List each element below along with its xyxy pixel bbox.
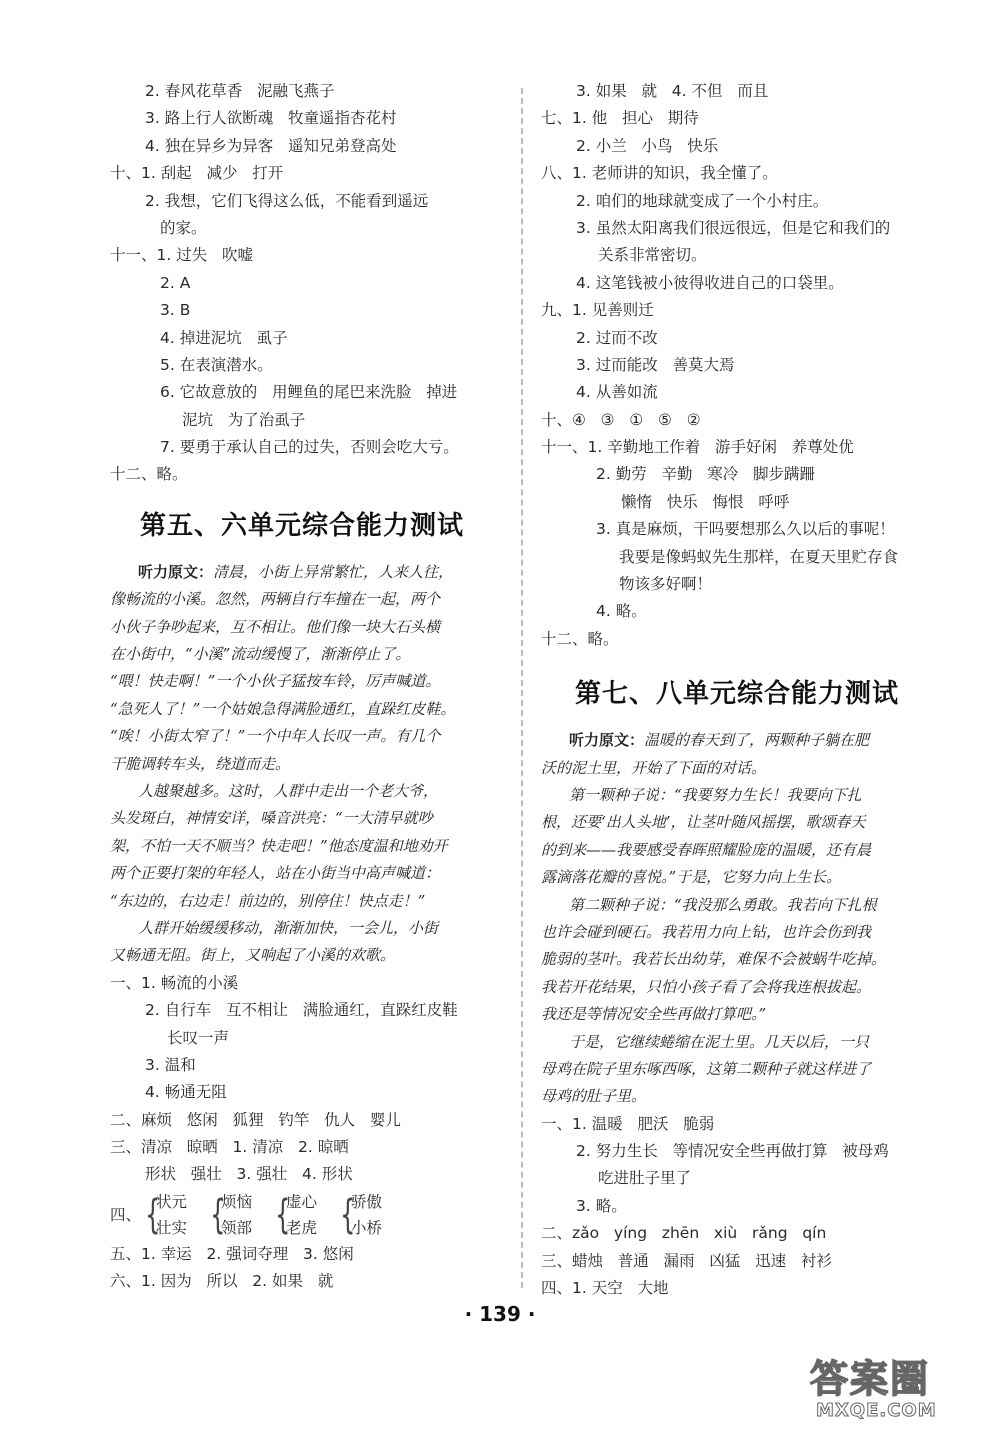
brace-word: 领部 bbox=[221, 1218, 253, 1237]
answer-line: 二、麻烦 悠闲 狐狸 钓竿 仇人 婴儿 bbox=[110, 1110, 401, 1129]
answer-line: 三、清凉 晾晒 1. 清凉 2. 晾晒 bbox=[110, 1138, 349, 1157]
passage-line: “东边的，右边走！前边的，别停住！快点走！” bbox=[110, 891, 426, 910]
answer-line: 4. 畅通无阻 bbox=[145, 1083, 227, 1102]
passage-line: 我若开花结果，只怕小孩子看了会将我连根拔起。 bbox=[541, 977, 872, 996]
watermark-logo bbox=[810, 1348, 988, 1430]
passage-line: “喂！快走啊！”一个小伙子猛按车铃，厉声喊道。 bbox=[110, 672, 441, 691]
brace-icon: { bbox=[275, 1191, 291, 1238]
brace-word: 老虎 bbox=[286, 1218, 318, 1237]
answer-line: 2. 自行车 互不相让 满脸通红，直跺红皮鞋 bbox=[145, 1001, 458, 1020]
answer-line: 3. 略。 bbox=[576, 1196, 627, 1215]
answer-line: 我要是像蚂蚁先生那样，在夏天里贮存食 bbox=[619, 547, 899, 566]
passage-line: 架，不怕一天不顺当？快走吧！”他态度温和地劝开 bbox=[110, 836, 448, 855]
answer-line: 四、1. 天空 大地 bbox=[541, 1279, 669, 1298]
passage-line: 两个正要打架的年轻人，站在小街当中高声喊道： bbox=[110, 864, 441, 883]
watermark-url: MXQE.COM bbox=[816, 1400, 937, 1421]
answer-line: 七、1. 他 担心 期待 bbox=[541, 109, 699, 128]
answer-line: 2. A bbox=[160, 273, 191, 292]
watermark-title: 答案圈 bbox=[810, 1357, 931, 1401]
passage-line: 脆弱的茎叶。我若长出幼芽，难保不会被蜗牛吃掉。 bbox=[541, 950, 887, 969]
listening-label: 听力原文： bbox=[138, 562, 214, 581]
answer-line: 懒惰 快乐 悔恨 呼呼 bbox=[621, 492, 790, 511]
answer-line: 4. 略。 bbox=[596, 602, 647, 621]
passage-line: 我还是等情况安全些再做打算吧。” bbox=[541, 1005, 767, 1024]
brace-row-label: 四、 bbox=[110, 1205, 142, 1224]
answer-line: 2. 过而不改 bbox=[576, 328, 658, 347]
left-column bbox=[110, 78, 505, 1296]
answer-line: 5. 在表演潜水。 bbox=[160, 355, 273, 374]
answer-line: 2. 春风花草香 泥融飞燕子 bbox=[145, 82, 335, 100]
answer-line: 3. 过而能改 善莫大焉 bbox=[576, 355, 735, 374]
right-column bbox=[541, 78, 941, 1302]
brace-answer-row bbox=[110, 1189, 505, 1241]
answer-line: 7. 要勇于承认自己的过失，否则会吃大亏。 bbox=[160, 438, 459, 457]
passage-line: 温暖的春天到了，两颗种子躺在肥 bbox=[644, 731, 870, 750]
answer-line: 3. B bbox=[160, 301, 191, 320]
passage-line: “急死人了！”一个姑娘急得满脸通红，直跺红皮鞋。 bbox=[110, 699, 456, 718]
passage-line: 沃的泥土里，开始了下面的对话。 bbox=[541, 758, 767, 777]
brace-word: 状元 bbox=[156, 1192, 188, 1211]
answer-line: 长叹一声 bbox=[167, 1028, 230, 1047]
brace-word: 烦恼 bbox=[221, 1192, 253, 1211]
passage-line: 于是，它继续蜷缩在泥土里。几天以后，一只 bbox=[569, 1032, 870, 1051]
passage-line: 小伙子争吵起来，互不相让。他们像一块大石头横 bbox=[110, 617, 441, 636]
passage-line: 又畅通无阻。街上，又响起了小溪的欢歌。 bbox=[110, 946, 396, 965]
listening-passage bbox=[110, 559, 505, 970]
answer-line: 泥坑 为了治虱子 bbox=[182, 410, 306, 429]
section-heading-unit-5-6: 第五、六单元综合能力测试 bbox=[140, 510, 465, 541]
answer-line: 2. 勤劳 辛勤 寒冷 脚步蹒跚 bbox=[596, 465, 816, 484]
answer-line: 十二、略。 bbox=[110, 465, 188, 484]
passage-line: 人群开始缓缓移动，渐渐加快，一会儿，小街 bbox=[138, 918, 439, 937]
passage-line: 的到来——我要感受春晖照耀脸庞的温暖，还有晨 bbox=[541, 840, 872, 859]
answer-line: 五、1. 幸运 2. 强词夺理 3. 悠闲 bbox=[110, 1244, 354, 1263]
brace-word: 骄傲 bbox=[351, 1192, 383, 1211]
passage-line: 第一颗种子说：“我要努力生长！我要向下扎 bbox=[569, 785, 862, 804]
answer-line: 十、④ ③ ① ⑤ ② bbox=[541, 410, 701, 429]
answer-line: 八、1. 老师讲的知识，我全懂了。 bbox=[541, 164, 778, 183]
answer-line: 三、蜡烛 普通 漏雨 凶猛 迅速 衬衫 bbox=[541, 1251, 832, 1270]
answer-line: 十、1. 刮起 减少 打开 bbox=[110, 164, 284, 183]
answer-line: 3. 虽然太阳离我们很远很远，但是它和我们的 bbox=[576, 218, 891, 237]
listening-passage bbox=[541, 727, 941, 1110]
answer-line: 六、1. 因为 所以 2. 如果 就 bbox=[110, 1272, 334, 1291]
brace-word: 虚心 bbox=[286, 1192, 318, 1211]
brace-icon: { bbox=[340, 1191, 356, 1238]
passage-line: 人越聚越多。这时，人群中走出一个老大爷， bbox=[138, 781, 439, 800]
answer-line: 吃进肚子里了 bbox=[598, 1169, 692, 1188]
answer-line: 的家。 bbox=[160, 218, 207, 237]
passage-line: 母鸡在院子里东啄西啄，这第二颗种子就这样进了 bbox=[541, 1059, 872, 1078]
passage-line: 在小街中，“小溪”流动缓慢了，渐渐停止了。 bbox=[110, 645, 411, 664]
answer-line: 形状 强壮 3. 强壮 4. 形状 bbox=[145, 1165, 353, 1184]
answer-line: 4. 从善如流 bbox=[576, 383, 658, 402]
answer-line: 一、1. 畅流的小溪 bbox=[110, 973, 239, 992]
answer-line: 3. 路上行人欲断魂 牧童遥指杏花村 bbox=[145, 109, 397, 128]
answer-line: 物该多好啊！ bbox=[619, 575, 713, 594]
answer-line: 4. 这笔钱被小彼得收进自己的口袋里。 bbox=[576, 273, 844, 292]
answer-line: 6. 它故意放的 用鲤鱼的尾巴来洗脸 掉进 bbox=[160, 383, 458, 402]
column-divider bbox=[521, 88, 523, 1288]
passage-line: 像畅流的小溪。忽然，两辆自行车撞在一起，两个 bbox=[110, 590, 441, 609]
answer-line: 二、zǎo yíng zhēn xiù rǎng qín bbox=[541, 1224, 827, 1243]
passage-line: 母鸡的肚子里。 bbox=[541, 1087, 647, 1106]
brace-icon: { bbox=[145, 1191, 161, 1238]
answer-line: 3. 如果 就 4. 不但 而且 bbox=[576, 82, 769, 100]
answer-line: 2. 我想，它们飞得这么低，不能看到遥远 bbox=[145, 191, 429, 210]
answer-line: 关系非常密切。 bbox=[598, 246, 707, 265]
page-number: · 139 · bbox=[464, 1302, 536, 1326]
brace-word: 壮实 bbox=[156, 1218, 188, 1237]
answer-line: 十二、略。 bbox=[541, 629, 619, 648]
section-heading-unit-7-8: 第七、八单元综合能力测试 bbox=[575, 679, 900, 710]
passage-line: “唉！小街太窄了！”一个中年人长叹一声。有几个 bbox=[110, 727, 441, 746]
listening-label: 听力原文： bbox=[569, 731, 645, 750]
answer-line: 2. 小兰 小鸟 快乐 bbox=[576, 136, 719, 155]
passage-line: 也许会碰到硬石。我若用力向上钻，也许会伤到我 bbox=[541, 922, 872, 941]
answer-line: 十一、1. 辛勤地工作着 游手好闲 养尊处优 bbox=[541, 438, 854, 457]
answer-line: 十一、1. 过失 吹嘘 bbox=[110, 246, 253, 265]
brace-word: 小桥 bbox=[351, 1218, 383, 1237]
answer-line: 九、1. 见善则迁 bbox=[541, 301, 654, 320]
answer-line: 4. 独在异乡为异客 遥知兄弟登高处 bbox=[145, 136, 397, 155]
answer-line: 2. 咱们的地球就变成了一个小村庄。 bbox=[576, 191, 829, 210]
answer-line: 3. 真是麻烦，干吗要想那么久以后的事呢！ bbox=[596, 520, 895, 539]
passage-line: 第二颗种子说：“我没那么勇敢。我若向下扎根 bbox=[569, 895, 877, 914]
answer-line: 一、1. 温暖 肥沃 脆弱 bbox=[541, 1114, 715, 1133]
passage-line: 干脆调转车头，绕道而走。 bbox=[110, 754, 291, 773]
passage-line: 根，还要‘出人头地’，让茎叶随风摇摆，歌颂春天 bbox=[541, 813, 866, 832]
brace-icon: { bbox=[210, 1191, 226, 1238]
answer-line: 4. 掉进泥坑 虱子 bbox=[160, 328, 288, 347]
answer-line: 3. 温和 bbox=[145, 1055, 196, 1074]
answer-line: 2. 努力生长 等情况安全些再做打算 被母鸡 bbox=[576, 1142, 889, 1161]
passage-line: 清晨，小街上异常繁忙，人来人往， bbox=[213, 562, 454, 581]
passage-line: 头发斑白，神情安详，嗓音洪亮：“一大清早就吵 bbox=[110, 809, 433, 828]
passage-line: 露滴落花瓣的喜悦。”于是，它努力向上生长。 bbox=[541, 868, 842, 887]
